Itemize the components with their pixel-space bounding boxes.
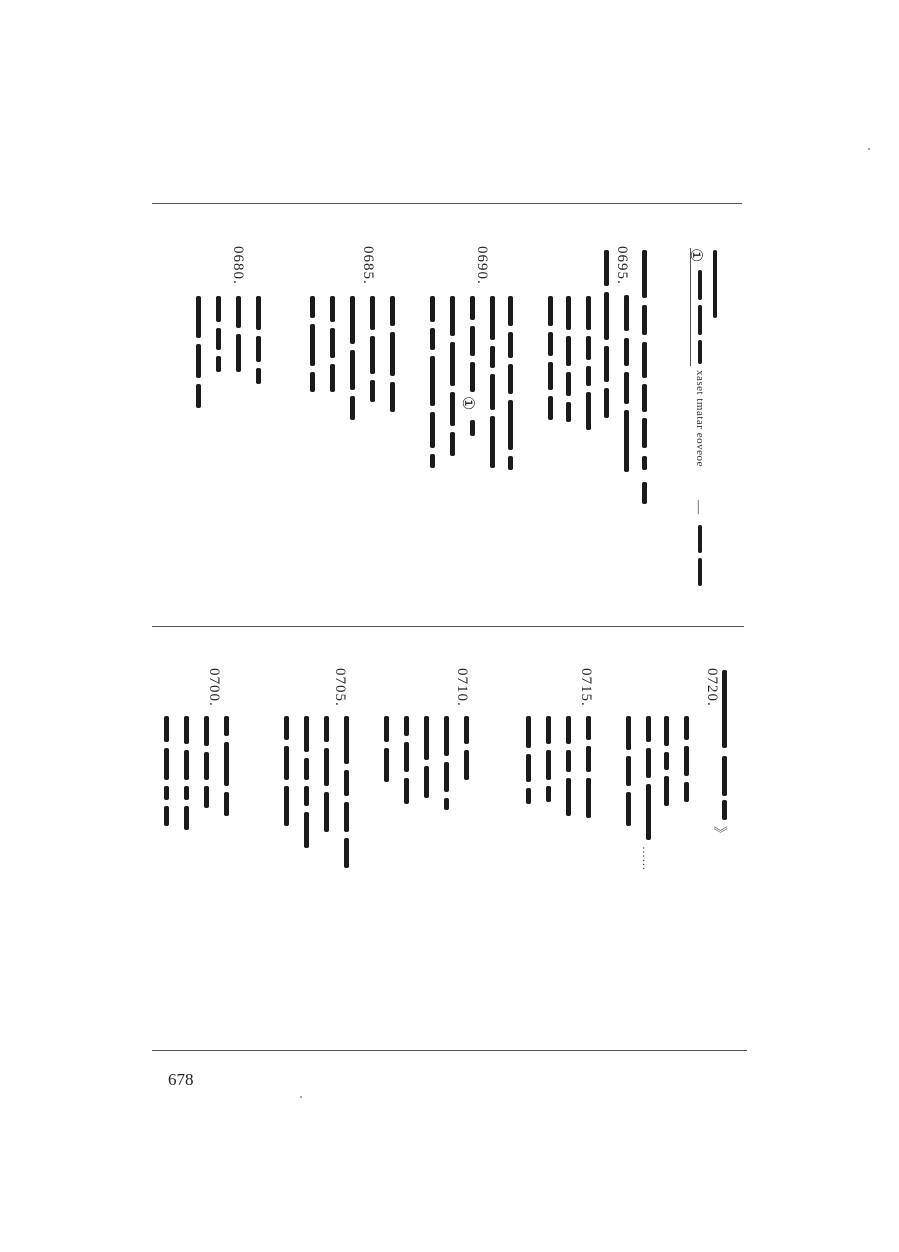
top-rule [152,203,742,204]
verse-number-0715: 0715. [578,668,594,707]
footnote-reference: ① [459,396,476,411]
closing-quote: 》 [711,826,726,841]
footnote-marker: ① [687,248,704,263]
scan-speck [300,1096,302,1098]
page-number: 678 [168,1070,194,1089]
verse-number-0700: 0700. [206,668,222,707]
verse-number-0705: 0705. [332,668,348,707]
scan-speck [868,148,870,150]
verse-number-0720: 0720. [704,668,720,707]
ellipsis: …… [640,846,654,871]
verse-number-0710: 0710. [454,668,470,707]
footnote-latin-gloss: xaset tmatar eoveoe [694,370,706,467]
footnote-dash: — [691,500,706,515]
verse-number-0690: 0690. [474,246,490,285]
footnote-separator [690,248,691,366]
verse-number-0680: 0680. [230,246,246,285]
middle-rule [152,626,744,627]
verse-number-0685: 0685. [360,246,376,285]
bottom-rule [152,1050,747,1051]
verse-number-0695: 0695. [614,246,630,285]
